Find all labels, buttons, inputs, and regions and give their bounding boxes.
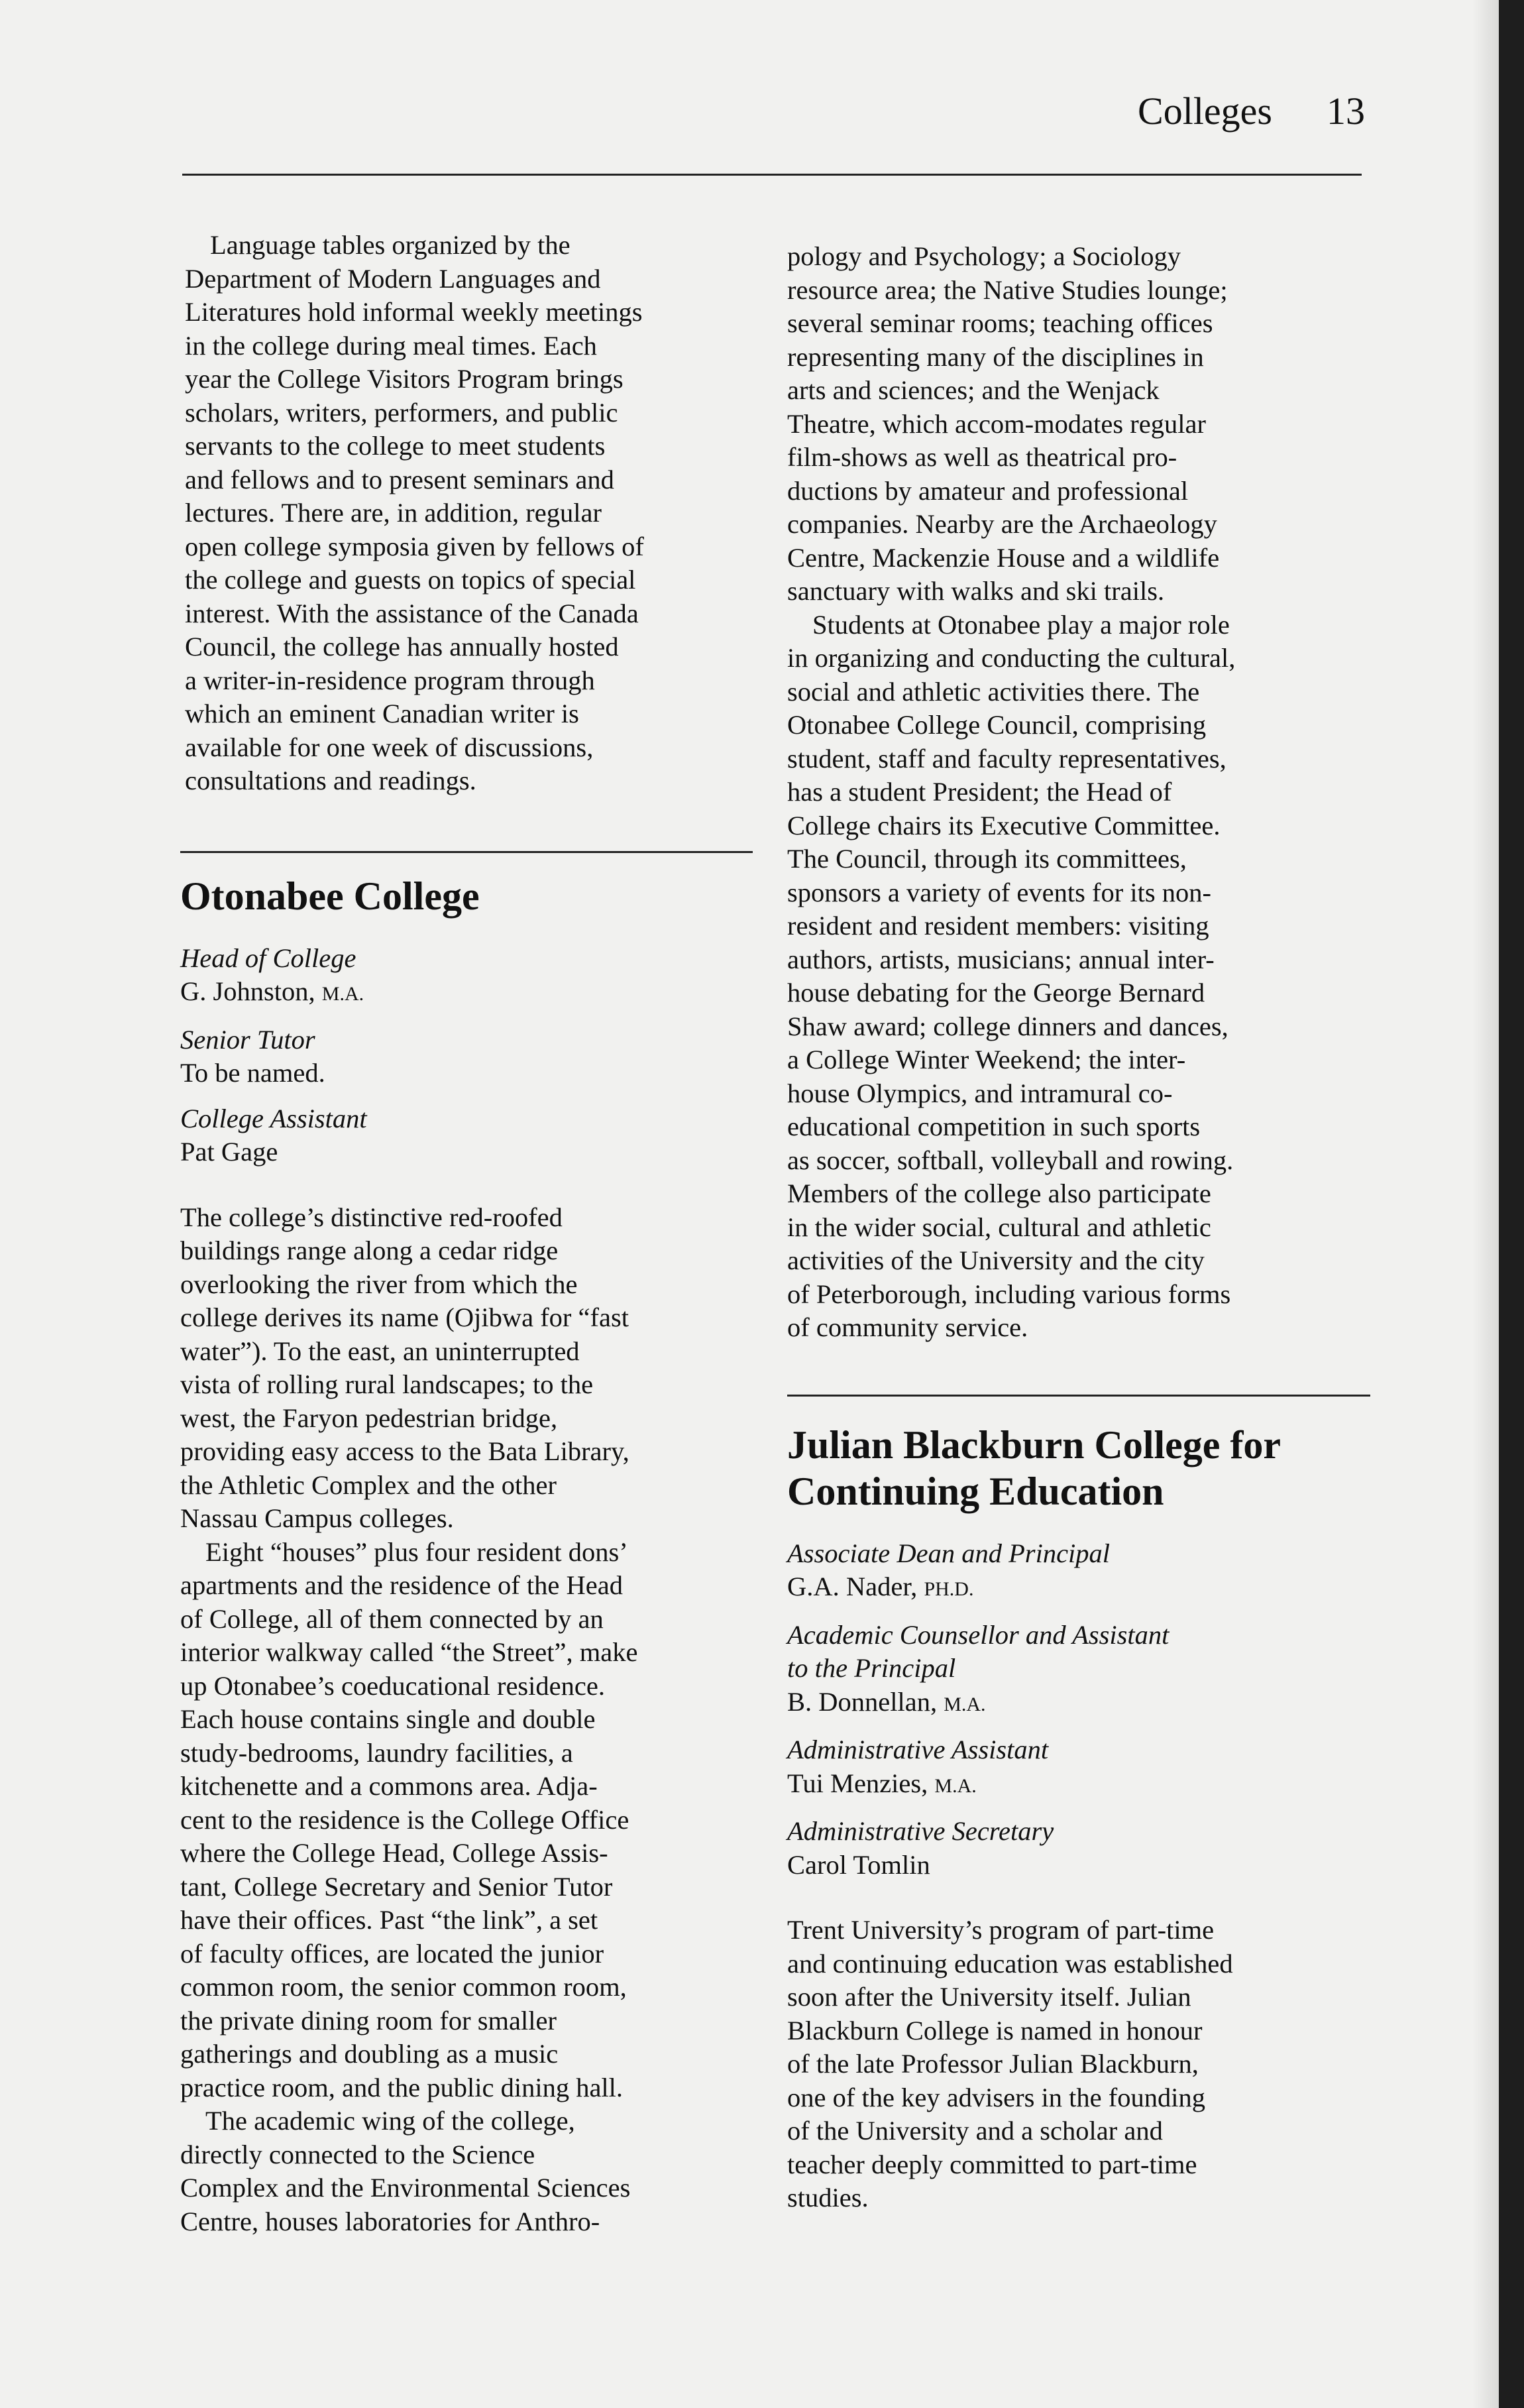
staff-name-line: [787, 1686, 1370, 1722]
text-line: representing many of the disciplines in: [787, 341, 1204, 372]
text-line: lectures. There are, in addition, regular: [185, 498, 602, 528]
text-line: overlooking the river from which the: [180, 1269, 578, 1299]
text-line: directly connected to the Science: [180, 2139, 535, 2169]
text-line: Theatre, which accom-modates regular: [787, 408, 1206, 439]
text-line: a writer-in-residence program through: [185, 665, 595, 695]
text-line: Literatures hold informal weekly meetings: [185, 297, 643, 327]
staff-role: Administrative Assistant: [787, 1735, 1049, 1764]
text-line: study-bedrooms, laundry facilities, a: [180, 1737, 573, 1768]
text-line: west, the Faryon pedestrian bridge,: [180, 1403, 558, 1433]
text-line: year the College Visitors Program brings: [185, 364, 624, 394]
text-line: Eight “houses” plus four resident dons’: [205, 1536, 628, 1567]
section-heading-blackburn: [787, 1422, 1370, 1515]
staff-name-line: [180, 975, 753, 1011]
text-line: Students at Otonabee play a major role: [812, 609, 1230, 640]
text-line: College chairs its Executive Committee.: [787, 810, 1221, 840]
text-line: Trent University’s program of part-time: [787, 1915, 1215, 1945]
text-line: have their offices. Past “the link”, a set: [180, 1905, 598, 1935]
text-line: a College Winter Weekend; the inter-: [787, 1045, 1186, 1074]
text-line: water”). To the east, an uninterrupted: [180, 1336, 580, 1366]
staff-role: Administrative Secretary: [787, 1816, 1054, 1846]
text-line: Members of the college also participate: [787, 1178, 1211, 1208]
text-line: and continuing education was established: [787, 1948, 1233, 1978]
text-line: teacher deeply committed to part-time: [787, 2149, 1197, 2179]
body-paragraph: [180, 1536, 753, 2105]
section-title: Colleges: [1138, 89, 1272, 133]
intro-paragraph: [180, 229, 753, 798]
section-rule: [180, 851, 753, 853]
body-paragraph: [787, 240, 1370, 608]
text-line: in organizing and conducting the cultural,: [787, 643, 1236, 673]
staff-name: To be named.: [180, 1058, 325, 1088]
text-line: social and athletic activities there. The: [787, 676, 1200, 707]
text-line: of the late Professor Julian Blackburn,: [787, 2049, 1199, 2079]
left-column: [180, 229, 753, 2238]
staff-degree: PH.D.: [924, 1578, 974, 1600]
staff-name-line: [787, 1767, 1370, 1804]
text-line: of the University and a scholar and: [787, 2116, 1163, 2146]
text-line: servants to the college to meet students: [185, 431, 606, 461]
text-line: Centre, Mackenzie House and a wildlife: [787, 542, 1220, 573]
text-line: house Olympics, and intramural co-: [787, 1078, 1173, 1108]
text-line: interior walkway called “the Street”, make: [180, 1637, 638, 1667]
text-line: authors, artists, musicians; annual inter-: [787, 944, 1215, 974]
body-paragraph: [787, 608, 1370, 1345]
text-line: sanctuary with walks and ski trails.: [787, 576, 1165, 606]
text-line: of College, all of them connected by an: [180, 1603, 604, 1634]
staff-role: Senior Tutor: [180, 1024, 315, 1055]
text-line: Shaw award; college dinners and dances,: [787, 1011, 1228, 1041]
text-line: interest. With the assistance of the Canada: [185, 598, 639, 628]
text-line: of faculty offices, are located the junior: [180, 1938, 604, 1969]
text-line: several seminar rooms; teaching offices: [787, 308, 1213, 338]
text-line: college derives its name (Ojibwa for “fast: [180, 1302, 629, 1332]
body-paragraph: [180, 1201, 753, 1536]
text-line: tant, College Secretary and Senior Tutor: [180, 1871, 613, 1902]
text-line: available for one week of discussions,: [185, 732, 594, 762]
text-line: Language tables organized by the: [210, 230, 571, 260]
staff-name: B. Donnellan,: [787, 1686, 944, 1717]
text-line: of community service.: [787, 1312, 1028, 1342]
section-heading-otonabee: Otonabee College: [180, 874, 480, 918]
text-line: the private dining room for smaller: [180, 2005, 557, 2035]
text-line: has a student President; the Head of: [787, 777, 1172, 807]
text-line: The college’s distinctive red-roofed: [180, 1202, 563, 1232]
staff-degree: M.A.: [944, 1693, 986, 1715]
text-line: apartments and the residence of the Head: [180, 1570, 623, 1600]
text-line: companies. Nearby are the Archaeology: [787, 509, 1217, 539]
text-line: scholars, writers, performers, and public: [185, 397, 618, 428]
heading-line: Julian Blackburn College for: [787, 1422, 1281, 1467]
header-rule: [182, 174, 1362, 176]
text-line: activities of the University and the city: [787, 1245, 1205, 1275]
text-line: sponsors a variety of events for its non-: [787, 877, 1211, 907]
staff-entry: [180, 942, 753, 1011]
text-line: film-shows as well as theatrical pro-: [787, 442, 1177, 472]
text-line: resident and resident members: visiting: [787, 911, 1209, 941]
running-header: [1047, 85, 1365, 138]
text-line: in the wider social, cultural and athletic: [787, 1212, 1211, 1242]
text-line: educational competition in such sports: [787, 1112, 1201, 1141]
staff-role: Head of College: [180, 943, 356, 973]
section-rule: [787, 1395, 1370, 1397]
text-line: house debating for the George Bernard: [787, 978, 1205, 1007]
text-line: Nassau Campus colleges.: [180, 1503, 454, 1533]
text-line: pology and Psychology; a Sociology: [787, 241, 1181, 271]
text-line: which an eminent Canadian writer is: [185, 699, 579, 728]
staff-role: Academic Counsellor and Assistant: [787, 1619, 1170, 1650]
text-line: Blackburn College is named in honour: [787, 2015, 1203, 2045]
text-line: consultations and readings.: [185, 766, 476, 795]
text-line: open college symposia given by fellows of: [185, 531, 644, 561]
text-line: ductions by amateur and professional: [787, 475, 1189, 506]
text-line: kitchenette and a commons area. Adja-: [180, 1771, 598, 1801]
text-line: cent to the residence is the College Office: [180, 1804, 629, 1835]
text-line: studies.: [787, 2183, 869, 2212]
page-edge-shadow: [1472, 0, 1499, 2408]
staff-entry: [787, 1733, 1370, 1803]
text-line: common room, the senior common room,: [180, 1972, 627, 2002]
text-line: as soccer, softball, volleyball and rowing.: [787, 1145, 1234, 1175]
staff-degree: M.A.: [934, 1774, 977, 1797]
staff-role: College Assistant: [180, 1103, 367, 1133]
heading-line: Continuing Education: [787, 1469, 1164, 1513]
text-line: vista of rolling rural landscapes; to the: [180, 1369, 594, 1399]
text-line: buildings range along a cedar ridge: [180, 1235, 559, 1265]
staff-name: G.A. Nader,: [787, 1572, 924, 1601]
text-line: the college and guests on topics of special: [185, 565, 636, 595]
staff-entry: [787, 1815, 1370, 1882]
staff-name: G. Johnston,: [180, 976, 322, 1006]
text-line: the Athletic Complex and the other: [180, 1469, 557, 1500]
text-line: in the college during meal times. Each: [185, 330, 597, 361]
text-line: where the College Head, College Assis-: [180, 1838, 608, 1868]
body-paragraph: [180, 2104, 753, 2238]
staff-role: Associate Dean and Principal: [787, 1538, 1111, 1568]
staff-entry: [787, 1537, 1370, 1607]
text-line: The academic wing of the college,: [205, 2106, 575, 2136]
staff-entry: [787, 1619, 1370, 1722]
text-line: resource area; the Native Studies lounge;: [787, 274, 1228, 305]
text-line: Department of Modern Languages and: [185, 263, 601, 294]
page-number: 13: [1327, 89, 1365, 133]
staff-name-line: [787, 1570, 1370, 1607]
text-line: Otonabee College Council, comprising: [787, 710, 1207, 740]
text-line: Complex and the Environmental Sciences: [180, 2173, 631, 2203]
body-paragraph: [787, 1914, 1370, 2215]
text-line: and fellows and to present seminars and: [185, 464, 614, 494]
text-line: Council, the college has annually hosted: [185, 632, 619, 661]
staff-role: to the Principal: [787, 1653, 956, 1683]
staff-name: Carol Tomlin: [787, 1849, 930, 1880]
text-line: arts and sciences; and the Wenjack: [787, 375, 1160, 405]
text-line: soon after the University itself. Julian: [787, 1982, 1191, 2012]
text-line: one of the key advisers in the founding: [787, 2082, 1205, 2112]
staff-degree: M.A.: [321, 983, 364, 1005]
right-column: [787, 240, 1370, 2215]
text-line: Centre, houses laboratories for Anthro-: [180, 2206, 600, 2236]
text-line: of Peterborough, including various forms: [787, 1279, 1231, 1309]
text-line: providing easy access to the Bata Library,: [180, 1436, 629, 1466]
text-line: student, staff and faculty representatives,: [787, 743, 1226, 774]
staff-entry: [180, 1102, 753, 1169]
text-line: The Council, through its committees,: [787, 844, 1187, 874]
text-line: practice room, and the public dining hall.: [180, 2072, 624, 2102]
staff-name: Pat Gage: [180, 1137, 278, 1167]
staff-entry: [180, 1023, 753, 1090]
staff-name: Tui Menzies,: [787, 1768, 935, 1798]
text-line: gatherings and doubling as a music: [180, 2039, 559, 2069]
text-line: up Otonabee’s coeducational residence.: [180, 1670, 605, 1701]
text-line: Each house contains single and double: [180, 1704, 596, 1734]
